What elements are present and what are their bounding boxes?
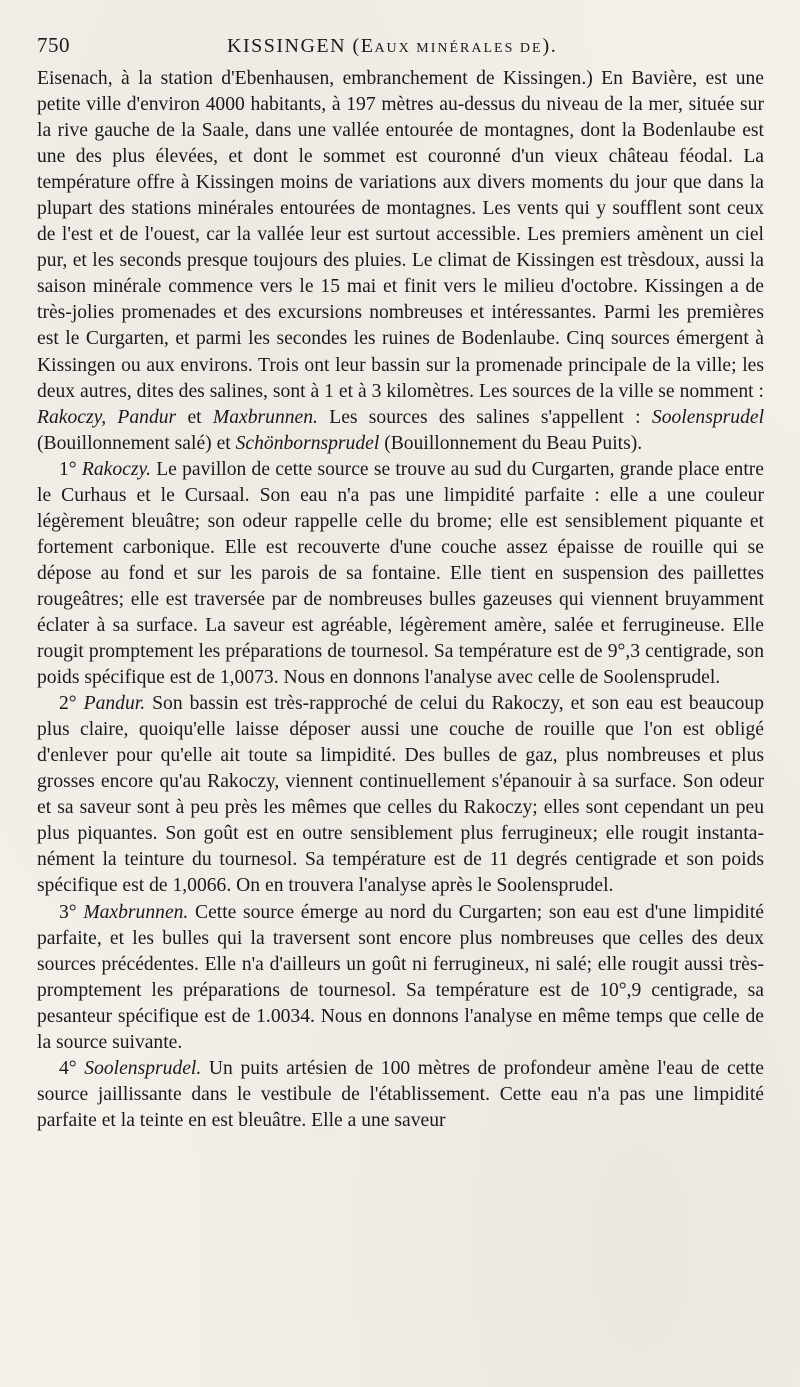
page-number: 750 bbox=[37, 33, 70, 57]
source-name-rakoczy-pandur: Rakoczy, Pandur bbox=[37, 406, 177, 428]
running-head-small-caps: AUX MINÉRALES DE bbox=[374, 41, 543, 56]
section-text: Son bassin est très-rapproché de celui du Rakoczy, et son eau est beaucoup plus claire, quoiqu'elle laisse déposer aussi une couche de rouille que l'on est obligé d'enlever pour qu'elle ait toute sa limpidité. Des bulles de gaz, plus nombreuses et plus grosses encore qu'au Rakoczy, viennent continuellement s'épanouir à sa surface. Son odeur et sa saveur sont à peu près les mêmes que celles du Rakoczy; elles sont cependant un peu plus piquantes. Son goût est en outre sensiblement plus ferrugineux; elle rougit instantanément la teinture du tournesol. Sa température est de 11 degrés centigrade et son poids spécifique est de 1,0066. On en trouvera l'analyse après le Soolensprudel. bbox=[37, 693, 764, 897]
section-text: Cette source émerge au nord du Curgarten; son eau est d'une limpidité parfaite, et les bulles qui la traversent sont encore plus nombreuses que celles des deux sources précédentes. Elle n'a d'ailleurs un goût ni ferrugineux, ni salé; elle rougit aussi très-promptement les préparations de tournesol. Sa température est de 10°,9 centigrade, sa pesanteur spécifique est de 1.0034. Nous en donnons l'analyse en même temps que celle de la source suivante. bbox=[37, 901, 764, 1053]
page-header bbox=[37, 24, 764, 58]
section-pandur bbox=[37, 691, 764, 899]
section-title: Soolensprudel. bbox=[84, 1057, 202, 1079]
section-text: Un puits artésien de 100 mètres de profondeur amène l'eau de cette source jaillissante dans le vestibule de l'établissement. Cette eau n'a pas une limpidité parfaite et la teinte en est bleuâtre. Elle a une saveur bbox=[37, 1057, 764, 1131]
section-title: Pandur. bbox=[83, 693, 146, 715]
body-text bbox=[37, 66, 764, 1134]
section-soolensprudel bbox=[37, 1056, 764, 1134]
section-title: Rakoczy. bbox=[81, 458, 151, 480]
section-title: Maxbrunnen. bbox=[83, 901, 189, 923]
section-number: 1° bbox=[59, 458, 77, 480]
section-rakoczy bbox=[37, 457, 764, 691]
section-number: 3° bbox=[59, 901, 77, 923]
section-maxbrunnen bbox=[37, 900, 764, 1056]
running-head-main: KISSINGEN (E bbox=[227, 35, 375, 57]
running-head-close: ). bbox=[542, 35, 558, 57]
intro-connector: et bbox=[176, 406, 213, 428]
running-head bbox=[227, 35, 557, 58]
source-name-soolensprudel: Soolensprudel bbox=[651, 406, 765, 428]
source-name-maxbrunnen: Maxbrunnen. bbox=[212, 406, 318, 428]
source-name-schonbornsprudel: Schönbornsprudel bbox=[235, 432, 380, 454]
intro-middle-text-2: (Bouillonnement salé) et bbox=[37, 432, 236, 454]
section-number: 4° bbox=[59, 1057, 77, 1079]
section-number: 2° bbox=[59, 693, 77, 715]
section-text: Le pavillon de cette source se trouve au sud du Curgarten, grande place entre le Curhaus et le Cursaal. Son eau n'a pas une limpidité parfaite : elle a une couleur légèrement bleuâtre; son odeur rappelle celle du brome; elle est sensiblement piquante et fortement carbonique. Elle est recouverte d'une couche assez épaisse de rouille qui se dépose au fond et sur les parois de sa fontaine. Elle tient en suspension des paillettes rougeâtres; elle est traversée par de nombreuses bulles gazeuses qui viennent bruyamment éclater à sa surface. La saveur est agréable, légèrement amère, salée et ferrugineuse. Elle rougit promptement les préparations de tournesol. Sa température est de 9°,3 centigrade, son poids spécifique est de 1,0073. Nous en donnons l'analyse avec celle de Soolensprudel. bbox=[37, 458, 764, 689]
intro-paragraph bbox=[37, 66, 764, 457]
intro-text: Eisenach, à la station d'Ebenhausen, embranchement de Kissingen.) En Bavière, est une petite ville d'environ 4000 habitants, à 197 mètres au-dessus du niveau de la mer, située sur la rive gauche de la Saale, dans une vallée entourée de montagnes, dont la Bodenlaube est une des plus élevées, et dont le sommet est couronné d'un vieux château féodal. La température offre à Kissingen moins de variations aux divers moments du jour que dans la plupart des stations minérales entourées de montagnes. Les vents qui y soufflent sont ceux de l'est et de l'ouest, car la vallée leur est surtout accessible. Les premiers amènent un ciel pur, et les seconds presque toujours des pluies. Le climat de Kissingen est trèsdoux, aussi la saison minérale commence vers le 15 mai et finit vers le milieu d'octobre. Kissingen a de très-jolies promenades et des excursions nombreuses et intéressantes. Parmi les premières est le Curgarten, et parmi les secondes les ruines de Bodenlaube. Cinq sources émergent à Kissingen ou aux environs. Trois ont leur bassin sur la promenade principale de la ville; les deux autres, dites des salines, sont à 1 et à 3 kilomètres. Les sources de la ville se nomment : bbox=[37, 68, 764, 402]
intro-end-text: (Bouillonnement du Beau Puits). bbox=[379, 432, 643, 454]
intro-middle-text: Les sources des salines s'appellent : bbox=[317, 406, 652, 428]
